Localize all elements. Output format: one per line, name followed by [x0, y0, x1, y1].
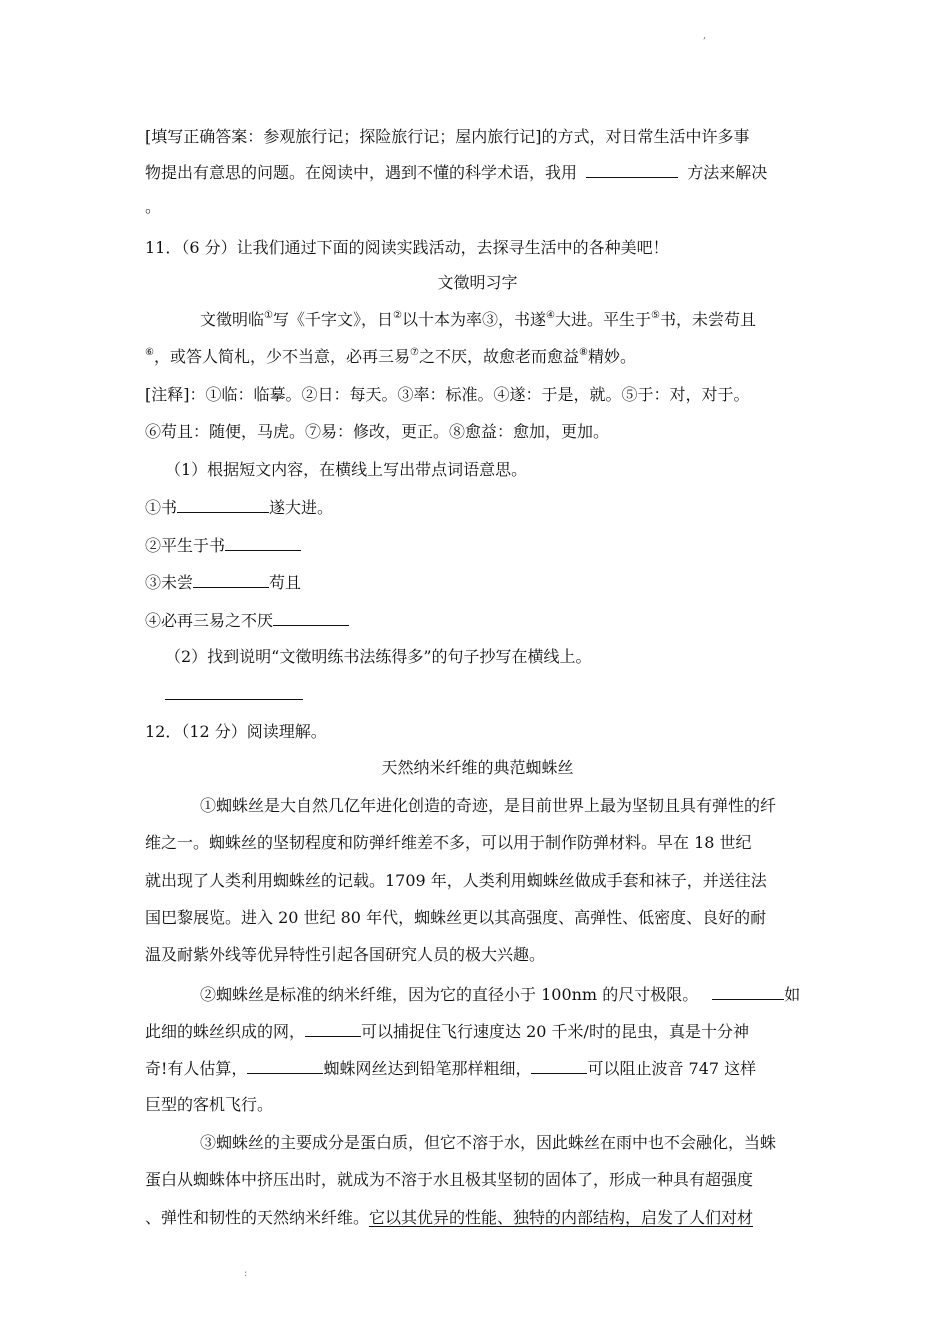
q12-para3-line-2: 蛋白从蜘蛛体中挤压出时，就成为不溶于水且极其坚韧的固体了，形成一种具有超强度 — [145, 1170, 754, 1189]
passage-text: 可以阻止波音 747 这样 — [587, 1059, 757, 1078]
answer-blank[interactable] — [165, 683, 303, 700]
item-text: 遂大进。 — [269, 498, 334, 517]
footnote-marker: ④ — [545, 310, 555, 321]
footnote-marker: ① — [264, 310, 273, 321]
page-mark-bottom: : — [244, 1268, 248, 1279]
item-text: ①书 — [145, 498, 178, 517]
q12-header: 12．（12 分）阅读理解。 — [145, 722, 327, 741]
q11-item-3 — [145, 571, 810, 594]
passage-text: 写《千字文》，日 — [272, 310, 393, 329]
answer-blank[interactable] — [225, 534, 301, 551]
q12-para3-line-3 — [145, 1207, 810, 1229]
q12-para1-line-4: 国巴黎展览。进入 20 世纪 80 年代，蜘蛛丝更以其高强度、高弹性、低密度、良好的耐 — [145, 908, 767, 927]
q10-line-2 — [145, 161, 810, 184]
passage-text: 可以捕捉住飞行速度达 20 千米/时的昆虫，真是十分神 — [361, 1022, 749, 1041]
item-text: 苟且 — [269, 573, 302, 592]
footnote-marker: ⑥ — [145, 347, 154, 358]
passage-text: ，或答人简札，少不当意，必再三易 — [153, 347, 410, 366]
q10-line-3: 。 — [145, 197, 162, 216]
passage-text: 之不厌，故愈老而愈益 — [418, 347, 579, 366]
q11-passage-line-2 — [145, 346, 810, 368]
footnote-marker: ② — [393, 310, 402, 321]
answer-blank[interactable] — [193, 571, 269, 588]
passage-text: 书，未尝苟且 — [659, 310, 756, 329]
passage-text: ②蜘蛛丝是标准的纳米纤维，因为它的直径小于 100nm 的尺寸极限。 — [200, 985, 699, 1004]
q11-subquestion-1: （1）根据短文内容，在横线上写出带点词语意思。 — [165, 460, 528, 479]
passage-text: 此细的蛛丝织成的网， — [145, 1022, 306, 1041]
q11-item-1 — [145, 496, 810, 519]
passage-text: 文徵明临 — [200, 310, 265, 329]
item-text: ③未尝 — [145, 573, 194, 592]
q11-item-4 — [145, 609, 810, 632]
answer-blank[interactable] — [305, 1020, 361, 1037]
q10-line-1: [填写正确答案：参观旅行记；探险旅行记；屋内旅行记]的方式，对日常生活中许多事 — [145, 127, 750, 146]
passage-text: 以十本为率③，书遂 — [401, 310, 546, 329]
answer-blank[interactable] — [177, 496, 269, 513]
item-text: ④必再三易之不厌 — [145, 611, 274, 630]
q12-para1-line-1: ①蜘蛛丝是大自然几亿年进化创造的奇迹，是目前世界上最为坚韧且具有弹性的纤 — [200, 796, 777, 815]
answer-blank[interactable] — [273, 609, 349, 626]
footnote-marker: ⑤ — [650, 310, 660, 321]
q12-para2-line-4: 巨型的客机飞行。 — [145, 1095, 274, 1114]
answer-blank[interactable] — [586, 161, 678, 178]
q12-para3-line-1: ③蜘蛛丝的主要成分是蛋白质，但它不溶于水，因此蛛丝在雨中也不会融化，当蛛 — [200, 1133, 777, 1152]
footnote-marker: ⑧ — [578, 347, 588, 358]
q11-title: 文徵明习字 — [437, 273, 518, 292]
underlined-sentence: 它以其优异的性能、独特的内部结构，启发了人们对材 — [369, 1208, 754, 1227]
passage-text: 如 — [784, 985, 801, 1004]
q11-answer-line — [145, 683, 810, 706]
q11-passage-line-1 — [200, 309, 865, 331]
q12-title: 天然纳米纤维的典范蜘蛛丝 — [381, 758, 574, 777]
passage-text: 蜘蛛网丝达到铅笔那样粗细， — [323, 1059, 532, 1078]
q12-para2-line-1 — [200, 983, 865, 1006]
passage-text: 精妙。 — [587, 347, 636, 366]
q11-header: 11．（6 分）让我们通过下面的阅读实践活动，去探寻生活中的各种美吧！ — [145, 238, 669, 257]
passage-text: 奇!有人估算， — [145, 1059, 248, 1078]
q12-para1-line-3: 就出现了人类利用蜘蛛丝的记载。1709 年，人类利用蜘蛛丝做成手套和袜子，并送往法 — [145, 871, 767, 890]
q11-subquestion-2: （2）找到说明“文徵明练书法练得多”的句子抄写在横线上。 — [165, 647, 592, 666]
answer-blank[interactable] — [712, 983, 784, 1000]
footnote-marker: ⑦ — [409, 347, 419, 358]
page-mark-top: , — [703, 30, 707, 41]
q10-line-2-text: 物提出有意思的问题。在阅读中，遇到不懂的科学术语，我用 — [145, 163, 578, 182]
q10-line-2-end: 方法来解决 — [687, 163, 768, 182]
q11-item-2 — [145, 534, 810, 557]
item-text: ②平生于书 — [145, 536, 226, 555]
q12-para2-line-3 — [145, 1057, 810, 1080]
q11-notes-line-1: [注释]：①临：临摹。②日：每天。③率：标准。④遂：于是，就。⑤于：对，对于。 — [145, 385, 750, 404]
answer-blank[interactable] — [247, 1057, 323, 1074]
q11-notes-line-2: ⑥苟且：随便，马虎。⑦易：修改，更正。⑧愈益：愈加，更加。 — [145, 422, 610, 441]
q12-para1-line-2: 维之一。蜘蛛丝的坚韧程度和防弹纤维差不多，可以用于制作防弹材料。早在 18 世纪 — [145, 833, 752, 852]
answer-blank[interactable] — [531, 1057, 587, 1074]
q12-para2-line-2 — [145, 1020, 810, 1043]
passage-text: 、弹性和韧性的天然纳米纤维。 — [145, 1208, 370, 1227]
passage-text: 大进。平生于 — [554, 310, 651, 329]
q12-para1-line-5: 温及耐紫外线等优异特性引起各国研究人员的极大兴趣。 — [145, 945, 546, 964]
